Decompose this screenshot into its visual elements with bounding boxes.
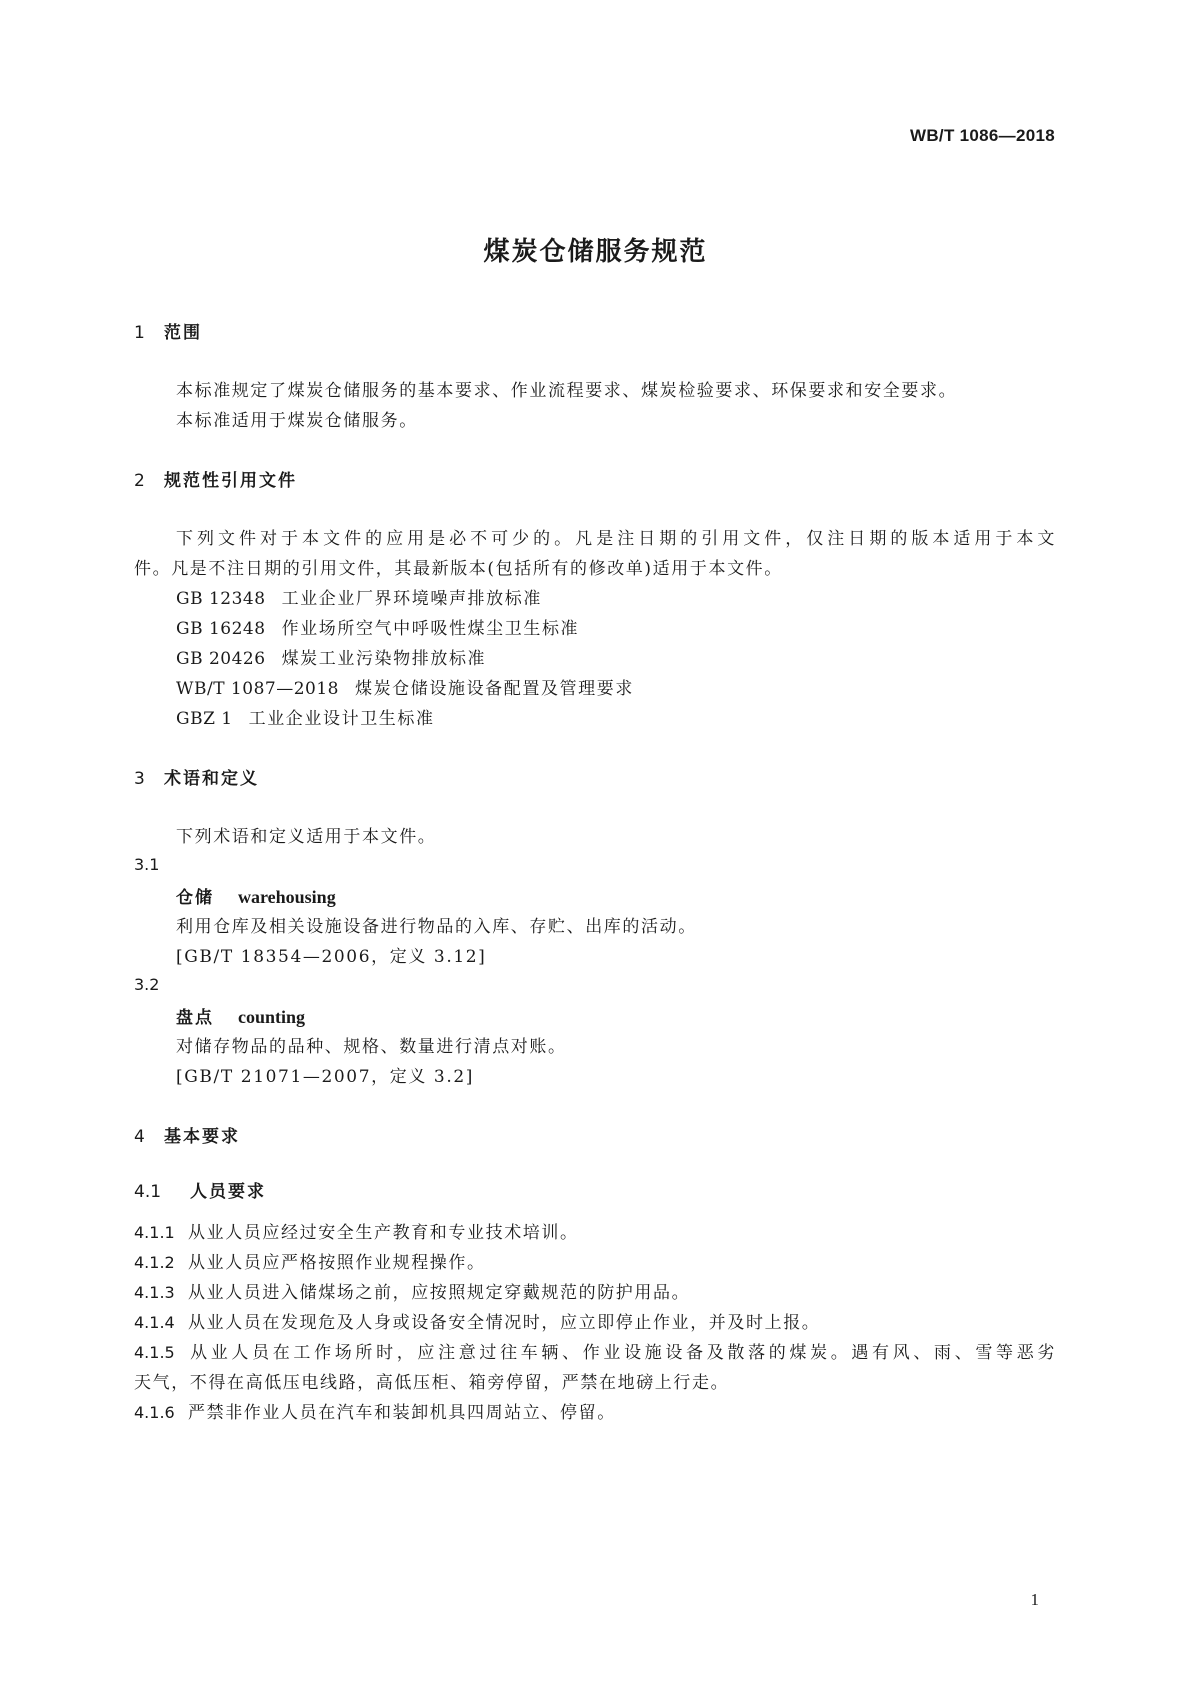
section-2-heading <box>134 466 297 491</box>
subsection-4-1-heading: 4.1 人员要求 <box>134 1182 266 1202</box>
normative-intro-line-2: 件。凡是不注日期的引用文件，其最新版本(包括所有的修改单)适用于本文件。 <box>134 559 783 579</box>
section-title: 术语和定义 <box>164 769 259 789</box>
section-title: 规范性引用文件 <box>164 471 297 491</box>
scope-paragraph-1: 本标准规定了煤炭仓储服务的基本要求、作业流程要求、煤炭检验要求、环保要求和安全要求。 <box>176 381 958 401</box>
document-code-header: WB/T 1086—2018 <box>910 126 1055 145</box>
section-number: 3 <box>134 769 145 789</box>
term-heading: 仓储 warehousing <box>176 887 336 908</box>
reference-item: WB/T 1087—2018 煤炭仓储设施设备配置及管理要求 <box>176 679 634 699</box>
reference-item: GB 12348 工业企业厂界环境噪声排放标准 <box>176 589 542 609</box>
terms-intro: 下列术语和定义适用于本文件。 <box>176 827 437 847</box>
normative-intro-line-1: 下列文件对于本文件的应用是必不可少的。凡是注日期的引用文件，仅注日期的版本适用于本文 <box>176 529 1056 549</box>
clause-item: 4.1.2 从业人员应严格按照作业规程操作。 <box>134 1253 486 1273</box>
section-1-heading <box>134 318 202 343</box>
section-title: 范围 <box>164 323 202 343</box>
clause-item: 4.1.4 从业人员在发现危及人身或设备安全情况时，应立即停止作业，并及时上报。 <box>134 1313 821 1333</box>
reference-item: GBZ 1 工业企业设计卫生标准 <box>176 709 435 729</box>
clause-item: 4.1.5 从业人员在工作场所时，应注意过往车辆、作业设施设备及散落的煤炭。遇有风、雨、雪等恶劣 <box>134 1343 1056 1363</box>
page-number: 1 <box>1030 1590 1039 1609</box>
term-number: 3.1 <box>134 855 160 874</box>
reference-item: GB 20426 煤炭工业污染物排放标准 <box>176 649 487 669</box>
section-number: 1 <box>134 323 145 343</box>
clause-item: 4.1.1 从业人员应经过安全生产教育和专业技术培训。 <box>134 1223 579 1243</box>
term-definition: 利用仓库及相关设施设备进行物品的入库、存贮、出库的活动。 <box>176 917 697 937</box>
reference-item: GB 16248 作业场所空气中呼吸性煤尘卫生标准 <box>176 619 580 639</box>
clause-item: 4.1.3 从业人员进入储煤场之前，应按照规定穿戴规范的防护用品。 <box>134 1283 691 1303</box>
term-definition: 对储存物品的品种、规格、数量进行清点对账。 <box>176 1037 567 1057</box>
term-number: 3.2 <box>134 975 160 994</box>
section-3-heading <box>134 764 259 789</box>
section-number: 2 <box>134 471 145 491</box>
term-heading: 盘点 counting <box>176 1007 306 1028</box>
document-title: 煤炭仓储服务规范 <box>483 237 708 267</box>
section-title: 基本要求 <box>164 1127 240 1147</box>
term-source: [GB/T 18354—2006，定义 3.12] <box>176 947 487 967</box>
section-4-heading <box>134 1122 240 1147</box>
scope-paragraph-2: 本标准适用于煤炭仓储服务。 <box>176 411 418 431</box>
section-number: 4 <box>134 1127 145 1147</box>
term-source: [GB/T 21071—2007，定义 3.2] <box>176 1067 474 1087</box>
clause-continuation: 天气，不得在高低压电线路，高低压柜、箱旁停留，严禁在地磅上行走。 <box>134 1373 730 1393</box>
clause-item: 4.1.6 严禁非作业人员在汽车和装卸机具四周站立、停留。 <box>134 1403 616 1423</box>
